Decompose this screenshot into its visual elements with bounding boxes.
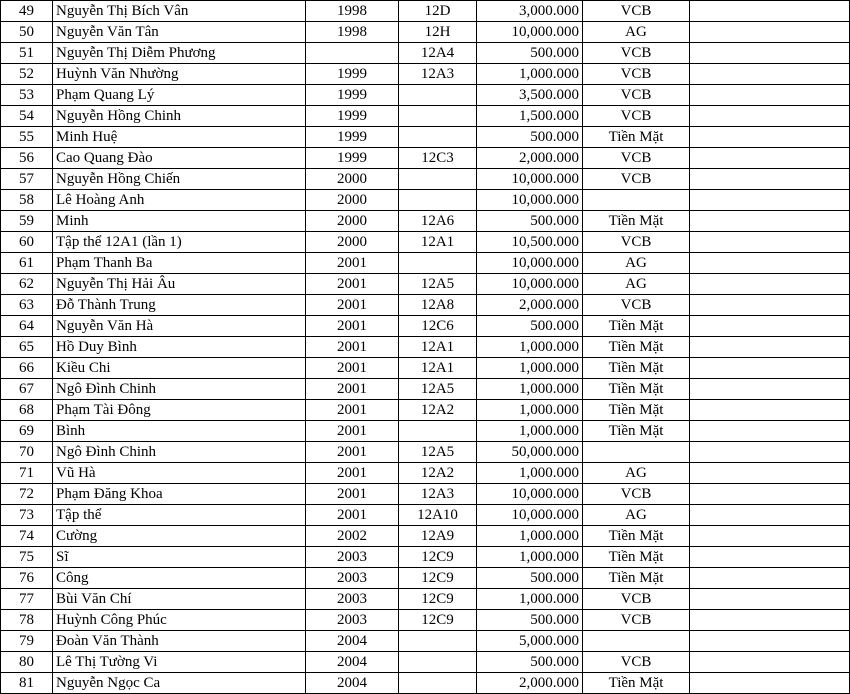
amount-cell[interactable]: 1,000.000 (477, 64, 583, 85)
payment-method-cell[interactable]: Tiền Mặt (583, 673, 690, 694)
payment-method-cell[interactable]: Tiền Mặt (583, 568, 690, 589)
donor-name-cell[interactable]: Phạm Tài Đông (53, 400, 306, 421)
payment-method-cell[interactable]: VCB (583, 148, 690, 169)
donor-name-cell[interactable]: Công (53, 568, 306, 589)
empty-cell[interactable] (690, 211, 850, 232)
empty-cell[interactable] (690, 463, 850, 484)
empty-cell[interactable] (690, 442, 850, 463)
empty-cell[interactable] (690, 190, 850, 211)
row-number-cell[interactable]: 70 (1, 442, 53, 463)
payment-method-cell[interactable]: VCB (583, 610, 690, 631)
amount-cell[interactable]: 1,500.000 (477, 106, 583, 127)
amount-cell[interactable]: 2,000.000 (477, 295, 583, 316)
empty-cell[interactable] (690, 148, 850, 169)
payment-method-cell[interactable] (583, 190, 690, 211)
amount-cell[interactable]: 1,000.000 (477, 379, 583, 400)
table-row (1, 526, 850, 547)
class-cell[interactable] (399, 85, 477, 106)
amount-cell[interactable]: 1,000.000 (477, 526, 583, 547)
graduation-year-cell[interactable]: 2000 (306, 232, 399, 253)
graduation-year-cell[interactable] (306, 43, 399, 64)
graduation-year-cell[interactable]: 2001 (306, 463, 399, 484)
empty-cell[interactable] (690, 64, 850, 85)
class-cell[interactable]: 12C9 (399, 568, 477, 589)
table-row (1, 106, 850, 127)
table-row (1, 484, 850, 505)
donor-name-cell[interactable]: Tập thể 12A1 (lần 1) (53, 232, 306, 253)
empty-cell[interactable] (690, 652, 850, 673)
amount-cell[interactable]: 10,000.000 (477, 505, 583, 526)
table-row (1, 568, 850, 589)
donor-name-cell[interactable]: Nguyễn Thị Diễm Phương (53, 43, 306, 64)
class-cell[interactable] (399, 421, 477, 442)
row-number-cell[interactable]: 67 (1, 379, 53, 400)
class-cell[interactable]: 12C6 (399, 316, 477, 337)
table-row (1, 673, 850, 694)
graduation-year-cell[interactable]: 1999 (306, 106, 399, 127)
class-cell[interactable] (399, 652, 477, 673)
row-number-cell[interactable]: 77 (1, 589, 53, 610)
row-number-cell[interactable]: 62 (1, 274, 53, 295)
class-cell[interactable] (399, 169, 477, 190)
row-number-cell[interactable]: 79 (1, 631, 53, 652)
empty-cell[interactable] (690, 421, 850, 442)
empty-cell[interactable] (690, 526, 850, 547)
donor-name-cell[interactable]: Minh Huệ (53, 127, 306, 148)
table-row (1, 274, 850, 295)
empty-cell[interactable] (690, 505, 850, 526)
empty-cell[interactable] (690, 253, 850, 274)
row-number-cell[interactable]: 64 (1, 316, 53, 337)
graduation-year-cell[interactable]: 2004 (306, 652, 399, 673)
donor-name-cell[interactable]: Phạm Quang Lý (53, 85, 306, 106)
graduation-year-cell[interactable]: 2001 (306, 484, 399, 505)
amount-cell[interactable]: 10,000.000 (477, 274, 583, 295)
row-number-cell[interactable]: 69 (1, 421, 53, 442)
graduation-year-cell[interactable]: 2001 (306, 505, 399, 526)
table-row (1, 442, 850, 463)
donor-name-cell[interactable]: Vũ Hà (53, 463, 306, 484)
row-number-cell[interactable]: 68 (1, 400, 53, 421)
class-cell[interactable] (399, 127, 477, 148)
amount-cell[interactable]: 1,000.000 (477, 547, 583, 568)
row-number-cell[interactable]: 65 (1, 337, 53, 358)
row-number-cell[interactable]: 76 (1, 568, 53, 589)
empty-cell[interactable] (690, 547, 850, 568)
payment-method-cell[interactable]: Tiền Mặt (583, 211, 690, 232)
payment-method-cell[interactable]: VCB (583, 64, 690, 85)
class-cell[interactable]: 12D (399, 1, 477, 22)
empty-cell[interactable] (690, 610, 850, 631)
class-cell[interactable]: 12C3 (399, 148, 477, 169)
donor-name-cell[interactable]: Lê Hoàng Anh (53, 190, 306, 211)
graduation-year-cell[interactable]: 2000 (306, 211, 399, 232)
payment-method-cell[interactable]: VCB (583, 484, 690, 505)
class-cell[interactable] (399, 673, 477, 694)
row-number-cell[interactable]: 72 (1, 484, 53, 505)
table-row (1, 379, 850, 400)
row-number-cell[interactable]: 53 (1, 85, 53, 106)
graduation-year-cell[interactable]: 2000 (306, 169, 399, 190)
empty-cell[interactable] (690, 400, 850, 421)
class-cell[interactable] (399, 106, 477, 127)
amount-cell[interactable]: 50,000.000 (477, 442, 583, 463)
table-row (1, 43, 850, 64)
donor-name-cell[interactable]: Nguyễn Hồng Chinh (53, 106, 306, 127)
graduation-year-cell[interactable]: 2002 (306, 526, 399, 547)
table-row (1, 358, 850, 379)
empty-cell[interactable] (690, 589, 850, 610)
amount-cell[interactable]: 500.000 (477, 610, 583, 631)
graduation-year-cell[interactable]: 2001 (306, 358, 399, 379)
payment-method-cell[interactable]: Tiền Mặt (583, 316, 690, 337)
donor-name-cell[interactable]: Phạm Thanh Ba (53, 253, 306, 274)
table-row (1, 85, 850, 106)
payment-method-cell[interactable]: VCB (583, 232, 690, 253)
payment-method-cell[interactable] (583, 631, 690, 652)
row-number-cell[interactable]: 51 (1, 43, 53, 64)
table-row (1, 652, 850, 673)
empty-cell[interactable] (690, 295, 850, 316)
row-number-cell[interactable]: 80 (1, 652, 53, 673)
donor-name-cell[interactable]: Bùi Văn Chí (53, 589, 306, 610)
graduation-year-cell[interactable]: 2001 (306, 337, 399, 358)
payment-method-cell[interactable]: AG (583, 463, 690, 484)
table-row (1, 589, 850, 610)
donor-name-cell[interactable]: Nguyễn Thị Hải Âu (53, 274, 306, 295)
donor-name-cell[interactable]: Phạm Đăng Khoa (53, 484, 306, 505)
amount-cell[interactable]: 1,000.000 (477, 589, 583, 610)
graduation-year-cell[interactable]: 1999 (306, 64, 399, 85)
payment-method-cell[interactable]: Tiền Mặt (583, 337, 690, 358)
class-cell[interactable]: 12A1 (399, 337, 477, 358)
graduation-year-cell[interactable]: 2003 (306, 568, 399, 589)
row-number-cell[interactable]: 78 (1, 610, 53, 631)
amount-cell[interactable]: 1,000.000 (477, 400, 583, 421)
amount-cell[interactable]: 3,500.000 (477, 85, 583, 106)
class-cell[interactable]: 12C9 (399, 547, 477, 568)
class-cell[interactable]: 12A8 (399, 295, 477, 316)
payment-method-cell[interactable]: AG (583, 253, 690, 274)
payment-method-cell[interactable]: Tiền Mặt (583, 547, 690, 568)
payment-method-cell[interactable]: VCB (583, 106, 690, 127)
donor-name-cell[interactable]: Minh (53, 211, 306, 232)
row-number-cell[interactable]: 71 (1, 463, 53, 484)
row-number-cell[interactable]: 66 (1, 358, 53, 379)
payment-method-cell[interactable]: Tiền Mặt (583, 358, 690, 379)
donor-name-cell[interactable]: Nguyễn Ngọc Ca (53, 673, 306, 694)
empty-cell[interactable] (690, 106, 850, 127)
payment-method-cell[interactable]: VCB (583, 169, 690, 190)
table-row (1, 631, 850, 652)
row-number-cell[interactable]: 57 (1, 169, 53, 190)
row-number-cell[interactable]: 74 (1, 526, 53, 547)
graduation-year-cell[interactable]: 2003 (306, 589, 399, 610)
donor-name-cell[interactable]: Nguyễn Văn Hà (53, 316, 306, 337)
payment-method-cell[interactable]: Tiền Mặt (583, 379, 690, 400)
table-row (1, 547, 850, 568)
empty-cell[interactable] (690, 358, 850, 379)
row-number-cell[interactable]: 49 (1, 1, 53, 22)
table-row (1, 421, 850, 442)
payment-method-cell[interactable]: AG (583, 22, 690, 43)
class-cell[interactable]: 12A1 (399, 232, 477, 253)
class-cell[interactable] (399, 253, 477, 274)
table-body (1, 1, 850, 694)
graduation-year-cell[interactable]: 1999 (306, 148, 399, 169)
donor-name-cell[interactable]: Tập thể (53, 505, 306, 526)
table-row (1, 463, 850, 484)
class-cell[interactable] (399, 190, 477, 211)
donor-name-cell[interactable]: Ngô Đình Chinh (53, 379, 306, 400)
payment-method-cell[interactable]: VCB (583, 85, 690, 106)
table-row (1, 1, 850, 22)
amount-cell[interactable]: 500.000 (477, 316, 583, 337)
payment-method-cell[interactable]: AG (583, 274, 690, 295)
amount-cell[interactable]: 500.000 (477, 568, 583, 589)
empty-cell[interactable] (690, 568, 850, 589)
class-cell[interactable]: 12A2 (399, 400, 477, 421)
amount-cell[interactable]: 5,000.000 (477, 631, 583, 652)
empty-cell[interactable] (690, 232, 850, 253)
graduation-year-cell[interactable]: 1999 (306, 127, 399, 148)
table-row (1, 211, 850, 232)
donor-name-cell[interactable]: Lê Thị Tường Vi (53, 652, 306, 673)
table-row (1, 22, 850, 43)
empty-cell[interactable] (690, 22, 850, 43)
donor-name-cell[interactable]: Huỳnh Công Phúc (53, 610, 306, 631)
amount-cell[interactable]: 10,000.000 (477, 22, 583, 43)
row-number-cell[interactable]: 63 (1, 295, 53, 316)
donor-name-cell[interactable]: Nguyễn Hồng Chiến (53, 169, 306, 190)
row-number-cell[interactable]: 59 (1, 211, 53, 232)
class-cell[interactable]: 12C9 (399, 610, 477, 631)
graduation-year-cell[interactable]: 1998 (306, 1, 399, 22)
class-cell[interactable]: 12A10 (399, 505, 477, 526)
amount-cell[interactable]: 10,000.000 (477, 190, 583, 211)
empty-cell[interactable] (690, 484, 850, 505)
table-row (1, 64, 850, 85)
amount-cell[interactable]: 500.000 (477, 211, 583, 232)
graduation-year-cell[interactable]: 2004 (306, 673, 399, 694)
donor-name-cell[interactable]: Nguyễn Văn Tân (53, 22, 306, 43)
payment-method-cell[interactable]: AG (583, 505, 690, 526)
table-row (1, 127, 850, 148)
row-number-cell[interactable]: 54 (1, 106, 53, 127)
row-number-cell[interactable]: 75 (1, 547, 53, 568)
graduation-year-cell[interactable]: 2001 (306, 379, 399, 400)
amount-cell[interactable]: 10,000.000 (477, 484, 583, 505)
amount-cell[interactable]: 2,000.000 (477, 673, 583, 694)
class-cell[interactable]: 12C9 (399, 589, 477, 610)
empty-cell[interactable] (690, 274, 850, 295)
payment-method-cell[interactable]: VCB (583, 43, 690, 64)
amount-cell[interactable]: 1,000.000 (477, 421, 583, 442)
class-cell[interactable]: 12A2 (399, 463, 477, 484)
row-number-cell[interactable]: 50 (1, 22, 53, 43)
payment-method-cell[interactable]: VCB (583, 652, 690, 673)
class-cell[interactable]: 12A4 (399, 43, 477, 64)
empty-cell[interactable] (690, 169, 850, 190)
class-cell[interactable]: 12A5 (399, 274, 477, 295)
donor-name-cell[interactable]: Ngô Đình Chinh (53, 442, 306, 463)
class-cell[interactable]: 12A3 (399, 484, 477, 505)
empty-cell[interactable] (690, 85, 850, 106)
graduation-year-cell[interactable]: 2001 (306, 400, 399, 421)
graduation-year-cell[interactable]: 2001 (306, 253, 399, 274)
donor-name-cell[interactable]: Bình (53, 421, 306, 442)
table-row (1, 295, 850, 316)
graduation-year-cell[interactable]: 1998 (306, 22, 399, 43)
payment-method-cell[interactable]: Tiền Mặt (583, 400, 690, 421)
table-row (1, 610, 850, 631)
class-cell[interactable]: 12A6 (399, 211, 477, 232)
empty-cell[interactable] (690, 43, 850, 64)
class-cell[interactable]: 12A5 (399, 442, 477, 463)
amount-cell[interactable]: 10,000.000 (477, 169, 583, 190)
empty-cell[interactable] (690, 337, 850, 358)
graduation-year-cell[interactable]: 2001 (306, 442, 399, 463)
amount-cell[interactable]: 1,000.000 (477, 337, 583, 358)
amount-cell[interactable]: 3,000.000 (477, 1, 583, 22)
amount-cell[interactable]: 500.000 (477, 652, 583, 673)
row-number-cell[interactable]: 61 (1, 253, 53, 274)
donor-name-cell[interactable]: Hồ Duy Bình (53, 337, 306, 358)
class-cell[interactable]: 12A3 (399, 64, 477, 85)
graduation-year-cell[interactable]: 2000 (306, 190, 399, 211)
graduation-year-cell[interactable]: 2001 (306, 421, 399, 442)
amount-cell[interactable]: 2,000.000 (477, 148, 583, 169)
payment-method-cell[interactable]: VCB (583, 589, 690, 610)
donor-name-cell[interactable]: Sĩ (53, 547, 306, 568)
table-row (1, 232, 850, 253)
payment-method-cell[interactable] (583, 442, 690, 463)
empty-cell[interactable] (690, 127, 850, 148)
payment-method-cell[interactable]: VCB (583, 295, 690, 316)
class-cell[interactable]: 12A5 (399, 379, 477, 400)
payment-method-cell[interactable]: Tiền Mặt (583, 526, 690, 547)
table-row (1, 316, 850, 337)
amount-cell[interactable]: 1,000.000 (477, 463, 583, 484)
empty-cell[interactable] (690, 673, 850, 694)
table-row (1, 400, 850, 421)
graduation-year-cell[interactable]: 2001 (306, 316, 399, 337)
row-number-cell[interactable]: 73 (1, 505, 53, 526)
row-number-cell[interactable]: 81 (1, 673, 53, 694)
graduation-year-cell[interactable]: 2001 (306, 274, 399, 295)
amount-cell[interactable]: 500.000 (477, 43, 583, 64)
class-cell[interactable]: 12H (399, 22, 477, 43)
payment-method-cell[interactable]: VCB (583, 1, 690, 22)
row-number-cell[interactable]: 55 (1, 127, 53, 148)
amount-cell[interactable]: 500.000 (477, 127, 583, 148)
empty-cell[interactable] (690, 1, 850, 22)
graduation-year-cell[interactable]: 2003 (306, 547, 399, 568)
donor-name-cell[interactable]: Cường (53, 526, 306, 547)
row-number-cell[interactable]: 52 (1, 64, 53, 85)
class-cell[interactable]: 12A1 (399, 358, 477, 379)
graduation-year-cell[interactable]: 2004 (306, 631, 399, 652)
payment-method-cell[interactable]: Tiền Mặt (583, 421, 690, 442)
empty-cell[interactable] (690, 316, 850, 337)
table-row (1, 190, 850, 211)
table-row (1, 505, 850, 526)
amount-cell[interactable]: 10,000.000 (477, 253, 583, 274)
donor-name-cell[interactable]: Nguyễn Thị Bích Vân (53, 1, 306, 22)
class-cell[interactable]: 12A9 (399, 526, 477, 547)
graduation-year-cell[interactable]: 2003 (306, 610, 399, 631)
graduation-year-cell[interactable]: 1999 (306, 85, 399, 106)
graduation-year-cell[interactable]: 2001 (306, 295, 399, 316)
table-row (1, 253, 850, 274)
class-cell[interactable] (399, 631, 477, 652)
table-row (1, 148, 850, 169)
row-number-cell[interactable]: 56 (1, 148, 53, 169)
row-number-cell[interactable]: 58 (1, 190, 53, 211)
donor-name-cell[interactable]: Kiều Chi (53, 358, 306, 379)
row-number-cell[interactable]: 60 (1, 232, 53, 253)
donor-name-cell[interactable]: Đỗ Thành Trung (53, 295, 306, 316)
empty-cell[interactable] (690, 631, 850, 652)
empty-cell[interactable] (690, 379, 850, 400)
table-row (1, 337, 850, 358)
donor-name-cell[interactable]: Huỳnh Văn Nhường (53, 64, 306, 85)
table-row (1, 169, 850, 190)
amount-cell[interactable]: 10,500.000 (477, 232, 583, 253)
donor-name-cell[interactable]: Đoàn Văn Thành (53, 631, 306, 652)
payment-method-cell[interactable]: Tiền Mặt (583, 127, 690, 148)
amount-cell[interactable]: 1,000.000 (477, 358, 583, 379)
donor-name-cell[interactable]: Cao Quang Đào (53, 148, 306, 169)
